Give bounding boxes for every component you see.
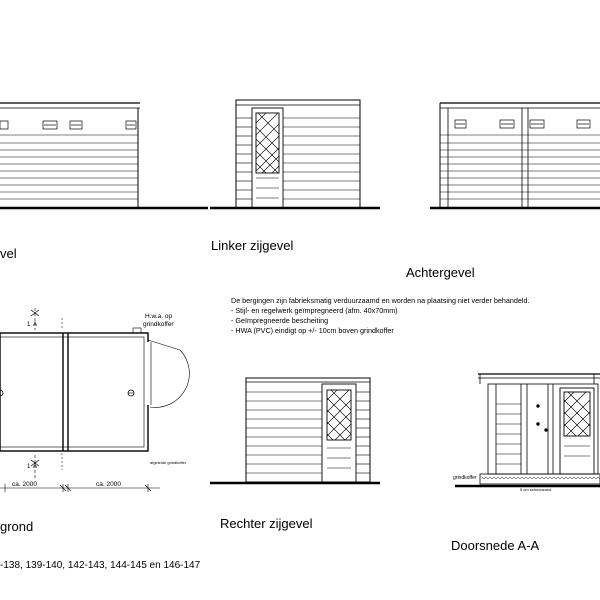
floorplan-small-note: afgeleide grindkoffer <box>150 460 187 465</box>
note-line-1: De bergingen zijn fabrieksmatig verduurzaamd en worden na plaatsing niet verder behandeld. <box>231 296 530 305</box>
door <box>560 388 594 474</box>
door <box>252 108 283 208</box>
vent-grilles <box>0 121 136 129</box>
section-gravel-label: grindkoffer <box>453 475 477 481</box>
dim-left: ca. 2000 <box>12 481 37 488</box>
right-side-facade <box>210 378 380 483</box>
hwa-label-1: H.w.a. op <box>145 313 173 320</box>
door <box>322 384 356 482</box>
hwa-label-2: grindkoffer <box>143 321 174 328</box>
label-left-side: Linker zijgevel <box>211 238 294 253</box>
label-right-side: Rechter zijgevel <box>220 516 313 531</box>
construction-notes <box>231 296 529 335</box>
front-facade <box>0 103 208 208</box>
label-floorplan-partial: grond <box>0 519 34 534</box>
note-line-2: - Stijl- en regelwerk geïmpregneerd (afm. 40x70mm) <box>231 306 398 315</box>
section-mark-top-number: 1 <box>27 322 31 328</box>
section-mark-top-letter: A <box>33 322 38 328</box>
note-line-3: - Geïmpregneerde bescheiting <box>231 316 329 325</box>
label-rear: Achtergevel <box>406 265 475 280</box>
section-mark-bottom-number: 1 <box>27 464 31 470</box>
plot-numbers: -138, 139-140, 142-143, 144-145 en 146-147 <box>0 560 201 571</box>
section-foundation-label: 5 cm schoonzand <box>520 487 552 492</box>
left-side-facade <box>210 100 380 208</box>
vent-grilles <box>455 120 590 128</box>
dim-right: ca. 2000 <box>96 481 121 488</box>
rear-facade <box>430 103 600 208</box>
label-front-partial: vel <box>0 246 17 261</box>
label-section: Doorsnede A-A <box>451 538 540 553</box>
note-line-4: - HWA (PVC) eindigt op +/- 10cm boven grindkoffer <box>231 326 394 335</box>
section-a-a <box>455 374 600 486</box>
section-mark-bottom-letter: A <box>33 464 38 470</box>
